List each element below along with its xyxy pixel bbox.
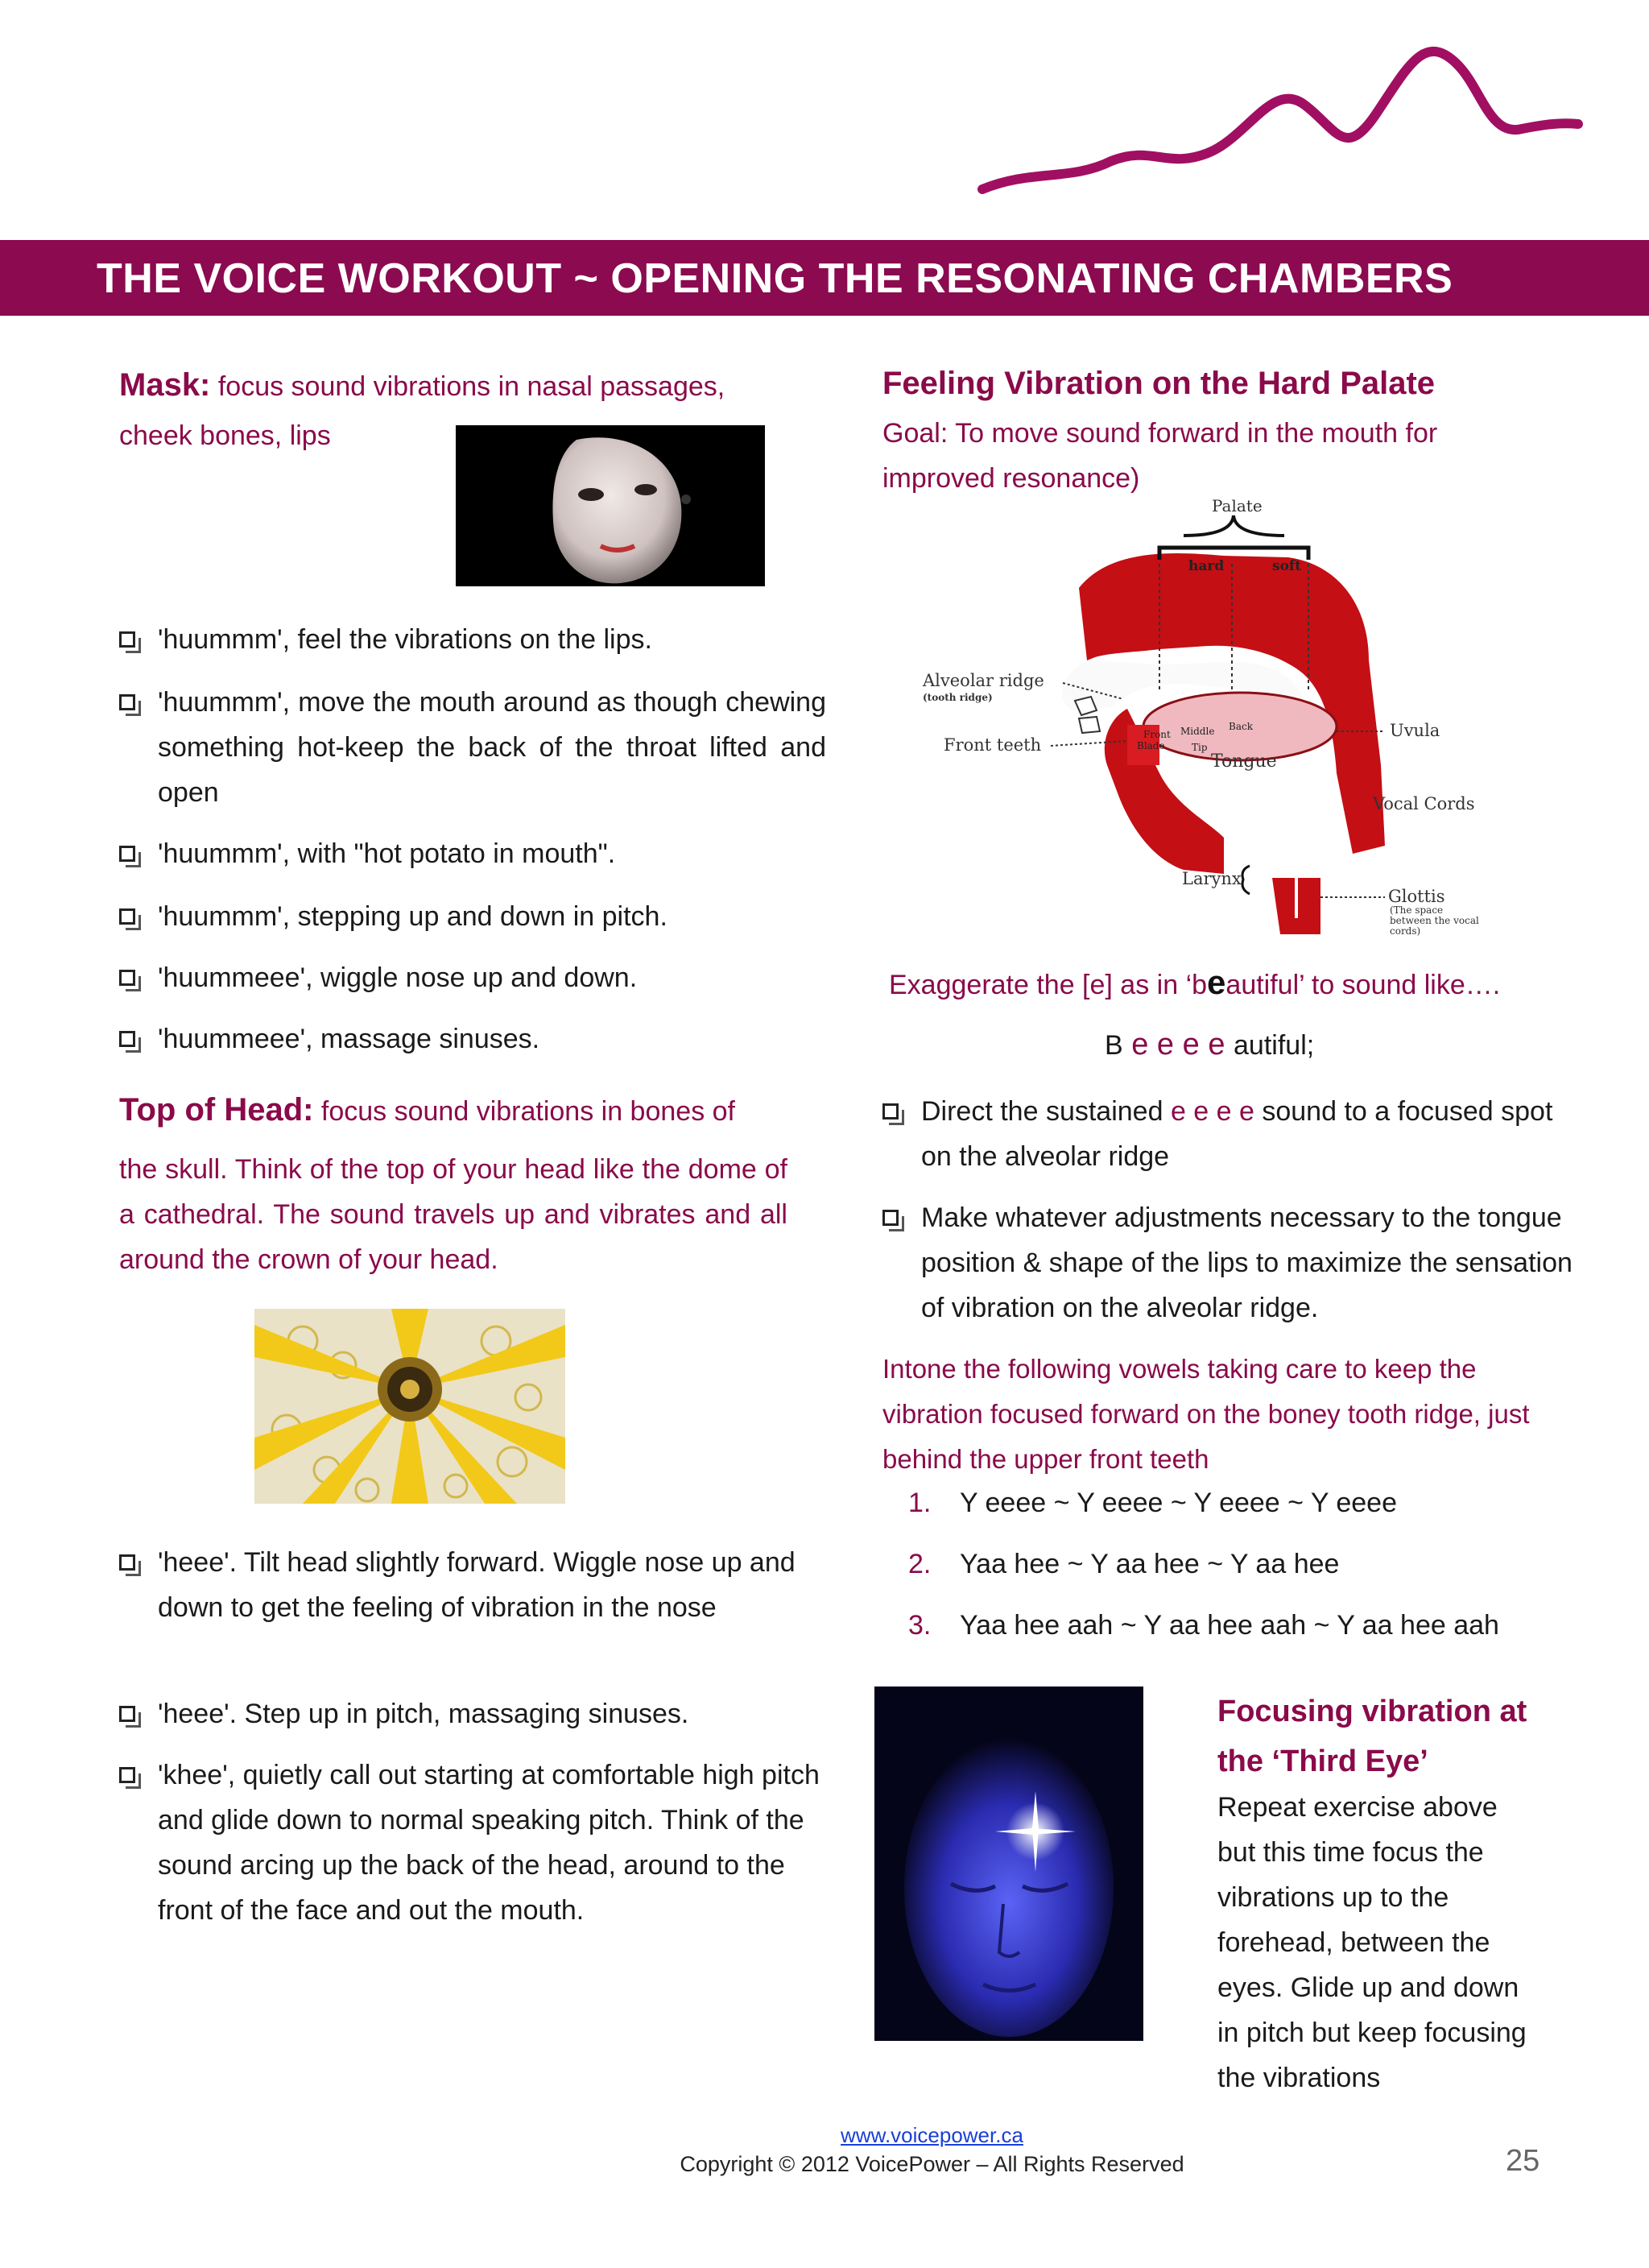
mask-heading: Mask: bbox=[119, 367, 211, 403]
mask-section-heading bbox=[119, 367, 796, 404]
diagram-label-palate: Palate bbox=[1212, 499, 1263, 515]
list-item: 3. Yaa hee aah ~ Y aa hee aah ~ Y aa hee aah bbox=[908, 1610, 1499, 1641]
page-title: THE VOICE WORKOUT ~ OPENING THE RESONATING CHAMBERS bbox=[97, 255, 1453, 302]
diagram-label-glottis: Glottis bbox=[1388, 887, 1445, 906]
list-item: Make whatever adjustments necessary to the tongue position & shape of the lips to maximize the sensation of vibration on the alveolar ridge. bbox=[882, 1195, 1581, 1331]
diagram-label-tongue-middle: Middle bbox=[1180, 726, 1215, 737]
top-of-head-description: the skull. Think of the top of your head like the dome of a cathedral. The sound travels up and vibrates and all around the crown of your head. bbox=[119, 1154, 787, 1275]
diagram-label-tooth-ridge: (tooth ridge) bbox=[923, 692, 993, 703]
website-link[interactable]: www.voicepower.ca bbox=[841, 2123, 1023, 2147]
list-item: 'huummm', with "hot potato in mouth". bbox=[119, 831, 826, 876]
list-item: 'heee'. Step up in pitch, massaging sinuses. bbox=[119, 1691, 826, 1736]
list-item: 'huummeee', massage sinuses. bbox=[119, 1016, 826, 1062]
diagram-label-vocal-cords: Vocal Cords bbox=[1373, 794, 1475, 813]
checkbox-bullet-icon bbox=[119, 970, 135, 986]
mask-image bbox=[456, 425, 765, 586]
checkbox-bullet-icon bbox=[882, 1103, 899, 1120]
checkbox-bullet-icon bbox=[119, 908, 135, 925]
checkbox-bullet-icon bbox=[119, 631, 135, 648]
list-item: Direct the sustained e e e e sound to a focused spot on the alveolar ridge bbox=[882, 1089, 1581, 1179]
list-item: 'huummm', move the mouth around as though chewing something hot-keep the back of the throat lifted and open bbox=[119, 680, 826, 815]
palate-goal: Goal: To move sound forward in the mouth for improved resonance) bbox=[882, 418, 1438, 494]
diagram-label-tongue-back: Back bbox=[1229, 721, 1253, 732]
list-item: 'huummm', feel the vibrations on the lips. bbox=[119, 617, 826, 662]
third-eye-heading: Focusing vibration at the ‘Third Eye’ bbox=[1217, 1695, 1527, 1778]
diagram-label-tongue-blade: Blade bbox=[1137, 740, 1165, 751]
vocal-anatomy-diagram bbox=[918, 499, 1498, 950]
page-number: 25 bbox=[1506, 2144, 1540, 2178]
diagram-label-tongue-tip: Tip bbox=[1192, 742, 1208, 753]
list-item: 'heee'. Tilt head slightly forward. Wiggle nose up and down to get the feeling of vibration in the nose bbox=[119, 1540, 826, 1630]
list-item: 'khee', quietly call out starting at comfortable high pitch and glide down to normal speaking pitch. Think of the sound arcing up the back of the head, around to the front of the face and out the mouth. bbox=[119, 1753, 826, 1933]
third-eye-face-image bbox=[874, 1687, 1143, 2041]
palate-heading: Feeling Vibration on the Hard Palate bbox=[882, 366, 1436, 401]
intone-instruction: Intone the following vowels taking care to keep the vibration focused forward on the boney tooth ridge, just behind the upper front teeth bbox=[882, 1354, 1530, 1474]
diagram-label-uvula: Uvula bbox=[1390, 721, 1440, 740]
diagram-label-soft: soft bbox=[1272, 558, 1302, 574]
diagram-label-alveolar: Alveolar ridge bbox=[923, 671, 1044, 690]
mask-description-cont: cheek bones, lips bbox=[119, 420, 331, 451]
exaggerate-instruction: Exaggerate the [e] as in ‘beautiful’ to sound like…. bbox=[889, 963, 1501, 1001]
copyright-text: Copyright © 2012 VoicePower – All Rights Reserved bbox=[680, 2152, 1184, 2176]
list-item: 'huummeee', wiggle nose up and down. bbox=[119, 955, 826, 1000]
top-of-head-heading: Top of Head bbox=[119, 1092, 304, 1128]
diagram-note: between the vocal bbox=[1390, 915, 1479, 926]
checkbox-bullet-icon bbox=[119, 846, 135, 862]
checkbox-bullet-icon bbox=[119, 1554, 135, 1571]
checkbox-bullet-icon bbox=[119, 1031, 135, 1047]
beautiful-example: B e e e e autiful; bbox=[1105, 1028, 1315, 1062]
title-banner bbox=[0, 240, 1649, 316]
list-item: 2. Yaa hee ~ Y aa hee ~ Y aa hee bbox=[908, 1549, 1340, 1579]
list-item: 'huummm', stepping up and down in pitch. bbox=[119, 894, 826, 939]
diagram-note: (The space bbox=[1390, 904, 1444, 916]
top-of-head-heading-row: Top of Head: focus sound vibrations in bones of bbox=[119, 1092, 735, 1128]
checkbox-bullet-icon bbox=[119, 1706, 135, 1722]
list-item: 1. Y eeee ~ Y eeee ~ Y eeee ~ Y eeee bbox=[908, 1488, 1397, 1518]
checkbox-bullet-icon bbox=[119, 1767, 135, 1783]
mask-description: focus sound vibrations in nasal passages, bbox=[210, 371, 725, 402]
diagram-note: cords) bbox=[1390, 925, 1421, 937]
diagram-label-larynx: Larynx bbox=[1182, 869, 1242, 888]
diagram-label-hard: hard bbox=[1188, 558, 1225, 574]
decorative-squiggle bbox=[958, 32, 1586, 209]
checkbox-bullet-icon bbox=[882, 1210, 899, 1226]
diagram-label-tongue: Tongue bbox=[1211, 751, 1277, 772]
cathedral-dome-image bbox=[254, 1309, 565, 1504]
diagram-label-front-teeth: Front teeth bbox=[944, 735, 1042, 755]
checkbox-bullet-icon bbox=[119, 694, 135, 710]
diagram-label-tongue-front: Front bbox=[1143, 729, 1171, 740]
third-eye-text: Repeat exercise above but this time focus the vibrations up to the forehead, between the eyes. Glide up and down in pitch but keep focusing the vibrations bbox=[1217, 1792, 1527, 2093]
